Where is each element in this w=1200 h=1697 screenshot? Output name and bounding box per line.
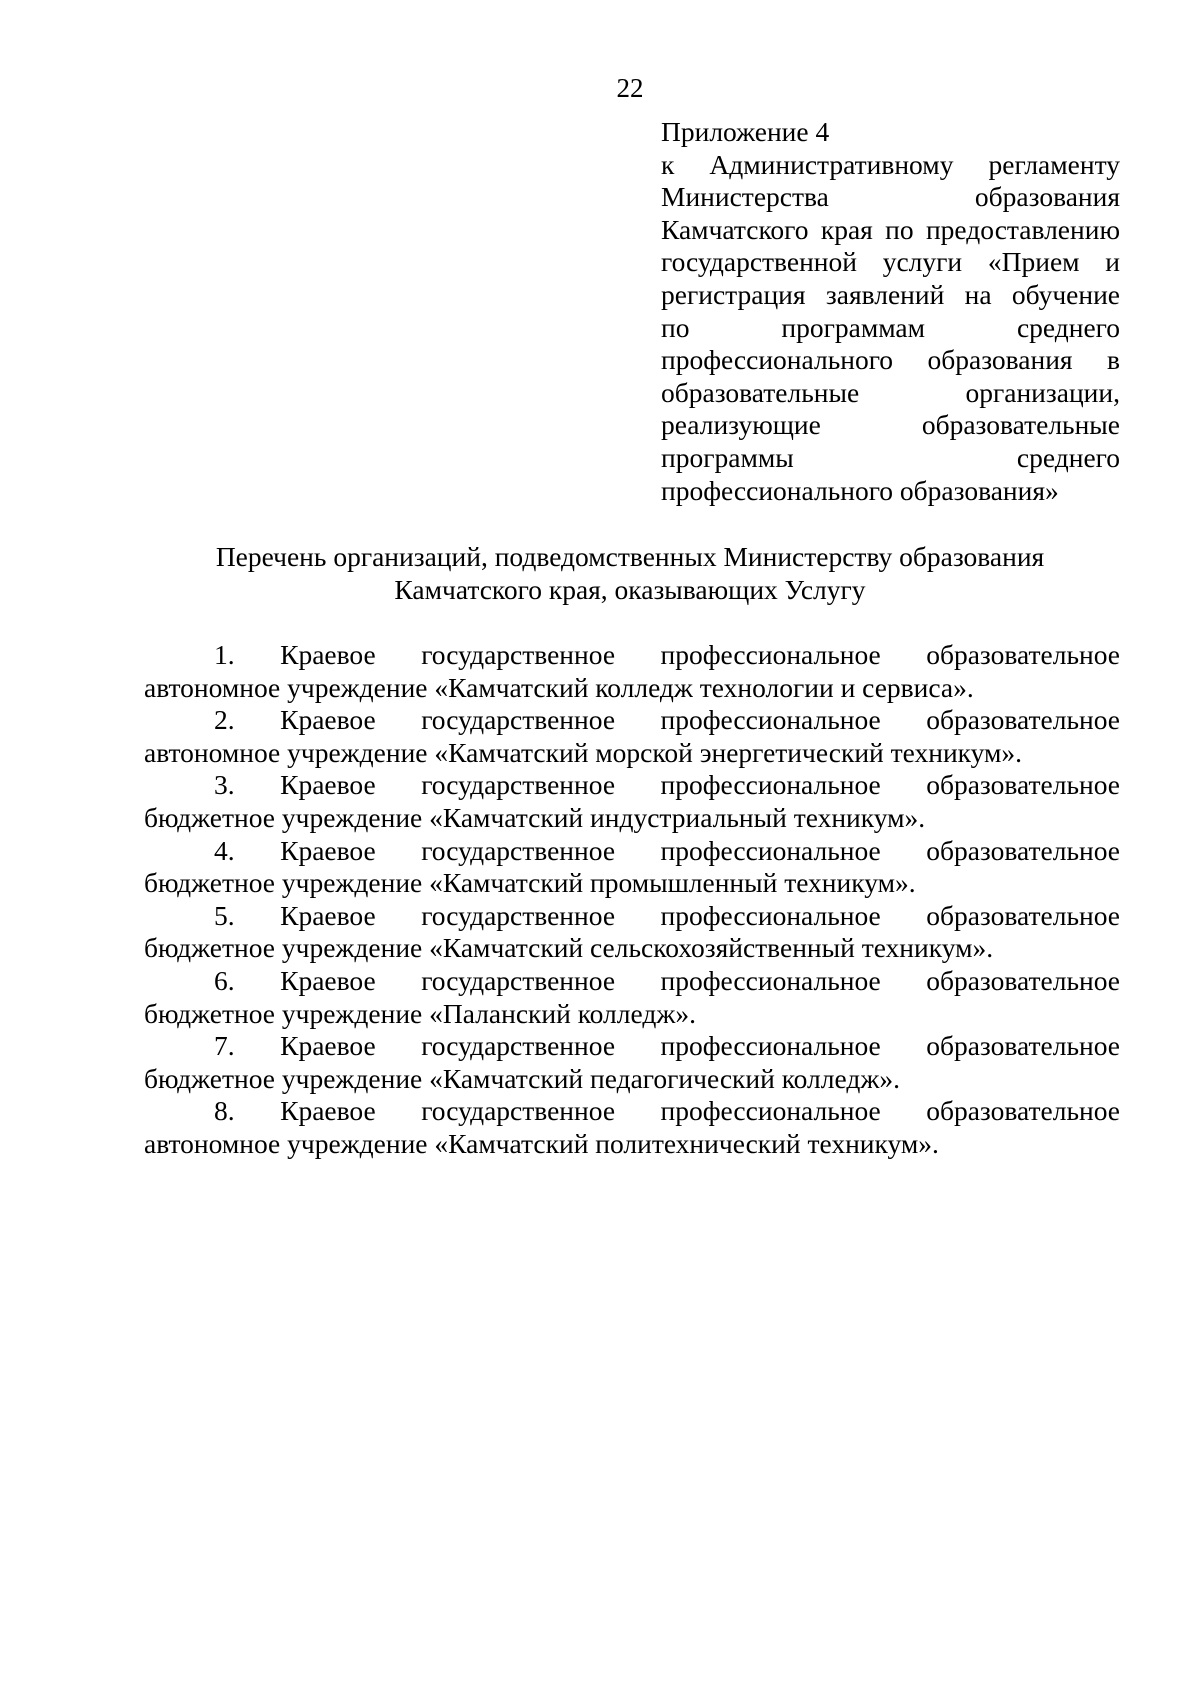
item-text-line-2: бюджетное учреждение «Камчатский индустриальный техникум». xyxy=(144,801,926,833)
organizations-list xyxy=(144,639,1120,1161)
item-number: 2. xyxy=(214,704,235,736)
list-item xyxy=(144,1095,1120,1160)
appendix-line: профессионального образования» xyxy=(661,474,1059,506)
list-item-first-line xyxy=(144,769,1120,802)
page-number: 22 xyxy=(616,73,644,103)
appendix-line: реализующие образовательные xyxy=(661,409,1120,441)
item-number: 6. xyxy=(214,964,235,996)
appendix-line: регистрация заявлений на обучение xyxy=(661,278,1120,310)
item-text-line-2: автономное учреждение «Камчатский колледж технологии и сервиса». xyxy=(144,671,974,703)
list-item xyxy=(144,965,1120,1030)
item-number: 4. xyxy=(214,834,235,866)
heading-line-2: Камчатского края, оказывающих Услугу xyxy=(394,574,866,605)
list-item xyxy=(144,1030,1120,1095)
heading-line-1: Перечень организаций, подведомственных Министерству образования xyxy=(215,541,1045,572)
item-text-line-2: бюджетное учреждение «Камчатский педагогический колледж». xyxy=(144,1062,900,1094)
item-text-line-1: Краевое государственное профессиональное образовательное xyxy=(280,964,1121,996)
item-number: 8. xyxy=(214,1095,235,1127)
item-number: 7. xyxy=(214,1030,235,1062)
appendix-line: к Административному регламенту xyxy=(661,148,1120,180)
item-text-line-1: Краевое государственное профессиональное образовательное xyxy=(280,769,1121,801)
item-text-line-2: автономное учреждение «Камчатский морской энергетический техникум». xyxy=(144,736,1023,768)
item-text-line-1: Краевое государственное профессиональное образовательное xyxy=(280,1095,1121,1127)
appendix-line: по программам среднего xyxy=(661,311,1120,343)
appendix-line: государственной услуги «Прием и xyxy=(661,246,1120,278)
list-item xyxy=(144,769,1120,834)
item-number: 1. xyxy=(214,639,235,670)
appendix-line: Камчатского края по предоставлению xyxy=(661,213,1120,245)
list-item xyxy=(144,704,1120,769)
appendix-line: профессионального образования в xyxy=(661,344,1120,376)
item-number: 3. xyxy=(214,769,235,801)
list-item xyxy=(144,900,1120,965)
list-item-first-line xyxy=(144,965,1120,998)
item-text-line-1: Краевое государственное профессиональное образовательное xyxy=(280,899,1121,931)
appendix-block xyxy=(661,116,1120,507)
list-item-first-line xyxy=(144,639,1120,672)
list-heading xyxy=(150,540,1110,606)
item-text-line-1: Краевое государственное профессиональное образовательное xyxy=(280,639,1121,670)
item-text-line-1: Краевое государственное профессиональное образовательное xyxy=(280,704,1121,736)
appendix-line: образовательные организации, xyxy=(661,376,1120,408)
list-item-first-line xyxy=(144,1095,1120,1128)
appendix-line: Министерства образования xyxy=(661,181,1120,213)
item-text-line-2: бюджетное учреждение «Камчатский сельскохозяйственный техникум». xyxy=(144,932,994,964)
appendix-title: Приложение 4 xyxy=(661,116,830,147)
item-text-line-2: бюджетное учреждение «Паланский колледж». xyxy=(144,997,696,1029)
list-item-first-line xyxy=(144,704,1120,737)
list-item-first-line xyxy=(144,1030,1120,1063)
item-number: 5. xyxy=(214,899,235,931)
list-item xyxy=(144,835,1120,900)
item-text-line-2: бюджетное учреждение «Камчатский промышленный техникум». xyxy=(144,867,916,899)
list-item-first-line xyxy=(144,835,1120,868)
appendix-line: программы среднего xyxy=(661,441,1120,473)
item-text-line-2: автономное учреждение «Камчатский политехнический техникум». xyxy=(144,1127,939,1159)
list-item xyxy=(144,639,1120,704)
list-item-first-line xyxy=(144,900,1120,933)
item-text-line-1: Краевое государственное профессиональное образовательное xyxy=(280,834,1121,866)
item-text-line-1: Краевое государственное профессиональное образовательное xyxy=(280,1030,1121,1062)
